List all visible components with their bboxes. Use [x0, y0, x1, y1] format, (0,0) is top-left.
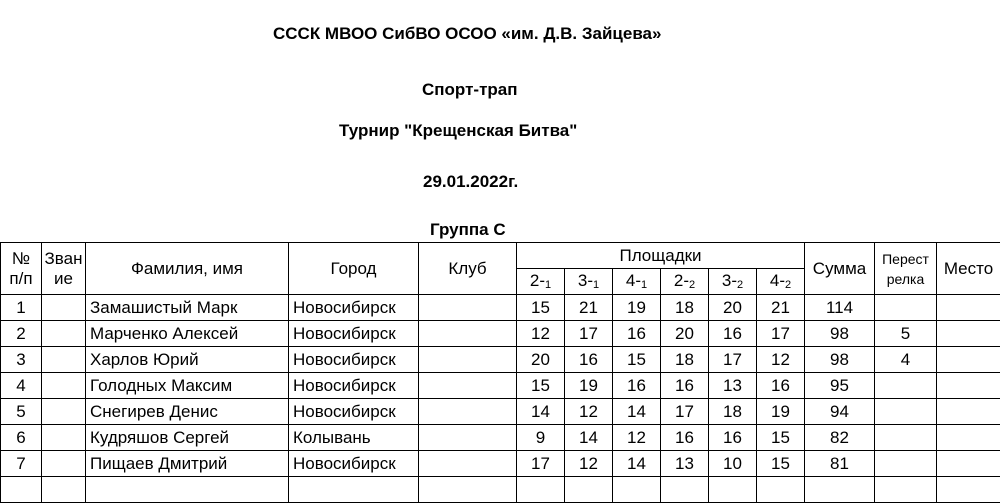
cell-station-score: 18 — [709, 399, 757, 425]
cell-shootoff: 4 — [875, 347, 937, 373]
cell-station-score: 16 — [613, 373, 661, 399]
cell-shootoff — [875, 295, 937, 321]
cell-station-score: 13 — [709, 373, 757, 399]
station-header: $2-_1$ — [517, 269, 565, 295]
cell-shootoff — [875, 373, 937, 399]
cell-station-score — [565, 477, 613, 503]
cell-club — [419, 477, 517, 503]
cell-station-score: 17 — [661, 399, 709, 425]
cell-city: Новосибирск — [289, 399, 419, 425]
cell-station-score: 20 — [517, 347, 565, 373]
cell-station-score: 16 — [661, 373, 709, 399]
cell-station-score: 16 — [709, 321, 757, 347]
cell-name: Замашистый Марк — [86, 295, 289, 321]
cell-station-score: 20 — [661, 321, 709, 347]
cell-city: Новосибирск — [289, 451, 419, 477]
station-header: $3-_2$ — [709, 269, 757, 295]
cell-station-score: 18 — [661, 295, 709, 321]
cell-station-score: 9 — [517, 425, 565, 451]
cell-station-score — [661, 477, 709, 503]
cell-name: Харлов Юрий — [86, 347, 289, 373]
cell-station-score: 19 — [565, 373, 613, 399]
cell-station-score: 12 — [565, 399, 613, 425]
cell-club — [419, 399, 517, 425]
col-num-header: № п/п — [1, 243, 42, 295]
tournament-title: Турнир "Крещенская Битва" — [339, 121, 578, 140]
cell-station-score — [517, 477, 565, 503]
cell-city: Новосибирск — [289, 295, 419, 321]
cell-name: Голодных Максим — [86, 373, 289, 399]
cell-rank — [42, 425, 86, 451]
cell-station-score: 14 — [613, 399, 661, 425]
cell-station-score: 16 — [565, 347, 613, 373]
cell-station-score: 13 — [661, 451, 709, 477]
col-rank-header: Зван ие — [42, 243, 86, 295]
cell-club — [419, 347, 517, 373]
table-row — [1, 399, 1000, 425]
cell-sum: 95 — [805, 373, 875, 399]
cell-station-score: 14 — [565, 425, 613, 451]
station-header: $4-_2$ — [757, 269, 805, 295]
cell-num: 7 — [1, 451, 42, 477]
table-row — [1, 477, 1000, 503]
results-table — [0, 242, 1000, 503]
cell-rank — [42, 373, 86, 399]
cell-place — [937, 425, 1000, 451]
cell-club — [419, 451, 517, 477]
cell-place — [937, 321, 1000, 347]
table-row — [1, 451, 1000, 477]
cell-station-score: 15 — [613, 347, 661, 373]
cell-station-score: 12 — [613, 425, 661, 451]
cell-shootoff — [875, 451, 937, 477]
discipline-title: Спорт-трап — [422, 80, 518, 99]
cell-station-score: 16 — [709, 425, 757, 451]
cell-station-score: 17 — [565, 321, 613, 347]
cell-sum: 98 — [805, 347, 875, 373]
cell-station-score: 12 — [757, 347, 805, 373]
cell-station-score: 17 — [517, 451, 565, 477]
cell-name: Пищаев Дмитрий — [86, 451, 289, 477]
cell-place — [937, 399, 1000, 425]
cell-num: 2 — [1, 321, 42, 347]
cell-station-score: 14 — [517, 399, 565, 425]
cell-place — [937, 373, 1000, 399]
cell-station-score: 21 — [565, 295, 613, 321]
cell-place — [937, 295, 1000, 321]
cell-club — [419, 321, 517, 347]
cell-club — [419, 425, 517, 451]
col-shootoff-header: Перест релка — [875, 243, 937, 295]
cell-station-score: 16 — [757, 373, 805, 399]
cell-city — [289, 477, 419, 503]
cell-station-score: 18 — [661, 347, 709, 373]
cell-city: Колывань — [289, 425, 419, 451]
cell-name: Марченко Алексей — [86, 321, 289, 347]
cell-rank — [42, 399, 86, 425]
cell-station-score: 14 — [613, 451, 661, 477]
cell-club — [419, 373, 517, 399]
cell-station-score: 17 — [709, 347, 757, 373]
cell-shootoff — [875, 399, 937, 425]
cell-station-score: 15 — [757, 451, 805, 477]
cell-station-score: 12 — [517, 321, 565, 347]
col-club-header: Клуб — [419, 243, 517, 295]
cell-station-score: 10 — [709, 451, 757, 477]
table-row — [1, 347, 1000, 373]
organization-title: СССК МВОО СибВО ОСОО «им. Д.В. Зайцева» — [273, 24, 662, 43]
col-sum-header: Сумма — [805, 243, 875, 295]
cell-shootoff: 5 — [875, 321, 937, 347]
cell-station-score: 21 — [757, 295, 805, 321]
cell-station-score: 19 — [613, 295, 661, 321]
header-row-1 — [1, 243, 1000, 269]
cell-sum: 94 — [805, 399, 875, 425]
cell-num — [1, 477, 42, 503]
group-label: Группа С — [430, 220, 506, 239]
cell-num: 6 — [1, 425, 42, 451]
table-row — [1, 373, 1000, 399]
cell-sum: 81 — [805, 451, 875, 477]
cell-shootoff — [875, 425, 937, 451]
col-place-header: Место — [937, 243, 1000, 295]
cell-station-score: 15 — [517, 373, 565, 399]
cell-station-score: 20 — [709, 295, 757, 321]
cell-name: Снегирев Денис — [86, 399, 289, 425]
station-header: $4-_1$ — [613, 269, 661, 295]
cell-rank — [42, 347, 86, 373]
cell-sum: 82 — [805, 425, 875, 451]
cell-station-score: 16 — [661, 425, 709, 451]
cell-name: Кудряшов Сергей — [86, 425, 289, 451]
cell-shootoff — [875, 477, 937, 503]
cell-num: 4 — [1, 373, 42, 399]
cell-sum — [805, 477, 875, 503]
cell-sum: 114 — [805, 295, 875, 321]
cell-station-score: 17 — [757, 321, 805, 347]
table-row — [1, 321, 1000, 347]
station-header: $3-_1$ — [565, 269, 613, 295]
cell-place — [937, 451, 1000, 477]
station-header: $2-_2$ — [661, 269, 709, 295]
cell-club — [419, 295, 517, 321]
cell-station-score: 16 — [613, 321, 661, 347]
cell-city: Новосибирск — [289, 373, 419, 399]
cell-city: Новосибирск — [289, 321, 419, 347]
table-row — [1, 425, 1000, 451]
cell-sum: 98 — [805, 321, 875, 347]
cell-rank — [42, 477, 86, 503]
cell-place — [937, 477, 1000, 503]
col-name-header: Фамилия, имя — [86, 243, 289, 295]
cell-station-score — [757, 477, 805, 503]
cell-rank — [42, 321, 86, 347]
cell-rank — [42, 451, 86, 477]
col-stations-header: Площадки — [517, 243, 805, 269]
cell-station-score: 19 — [757, 399, 805, 425]
cell-place — [937, 347, 1000, 373]
col-city-header: Город — [289, 243, 419, 295]
cell-station-score — [613, 477, 661, 503]
cell-station-score: 15 — [517, 295, 565, 321]
date-label: 29.01.2022г. — [423, 172, 519, 191]
cell-city: Новосибирск — [289, 347, 419, 373]
cell-name — [86, 477, 289, 503]
cell-num: 3 — [1, 347, 42, 373]
cell-station-score: 15 — [757, 425, 805, 451]
cell-station-score: 12 — [565, 451, 613, 477]
cell-rank — [42, 295, 86, 321]
cell-num: 1 — [1, 295, 42, 321]
cell-station-score — [709, 477, 757, 503]
table-row — [1, 295, 1000, 321]
cell-num: 5 — [1, 399, 42, 425]
